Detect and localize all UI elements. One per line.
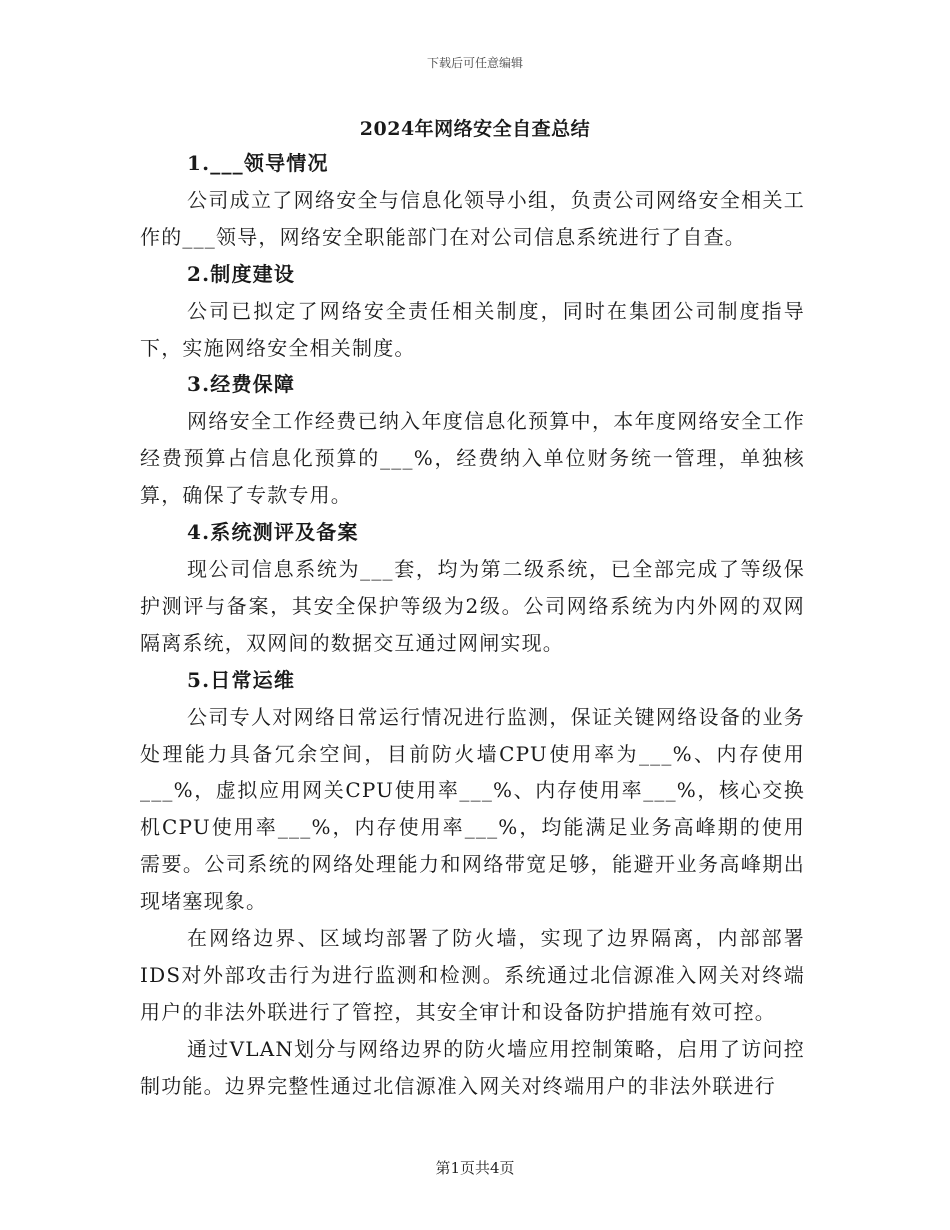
section-heading: 4.系统测评及备案 bbox=[187, 520, 359, 545]
paragraph: 在网络边界、区域均部署了防火墙，实现了边界隔离，内部部署IDS对外部攻击行为进行监测和检测。系统通过北信源准入网关对终端用户的非法外联进行了管控，其安全审计和设备防护措施有效可控。 bbox=[140, 926, 805, 1024]
section-leadership bbox=[140, 145, 805, 256]
section-evaluation-filing bbox=[140, 514, 805, 662]
paragraph: 公司专人对网络日常运行情况进行监测，保证关键网络设备的业务处理能力具备冗余空间，目前防火墙CPU使用率为___%、内存使用___%，虚拟应用网关CPU使用率___%、内存使用率___%，核心交换机CPU使用率___%，内存使用率___%，均能满足业务高峰期的使用需要。公司系统的网络处理能力和网络带宽足够，能避开业务高峰期出现堵塞现象。 bbox=[140, 704, 805, 914]
paragraph: 通过VLAN划分与网络边界的防火墙应用控制策略，启用了访问控制功能。边界完整性通过北信源准入网关对终端用户的非法外联进行 bbox=[140, 1036, 805, 1098]
header-note: 下载后可任意编辑 bbox=[426, 56, 523, 70]
section-daily-operations bbox=[140, 662, 805, 1105]
section-heading: 3.经费保障 bbox=[187, 372, 296, 397]
section-heading: 5.日常运维 bbox=[187, 667, 296, 692]
section-system-building bbox=[140, 256, 805, 367]
paragraph: 网络安全工作经费已纳入年度信息化预算中，本年度网络安全工作经费预算占信息化预算的___%，经费纳入单位财务统一管理，单独核算，确保了专款专用。 bbox=[140, 409, 805, 508]
document-body bbox=[140, 145, 805, 1105]
section-funding bbox=[140, 366, 805, 514]
paragraph: 公司已拟定了网络安全责任相关制度，同时在集团公司制度指导下，实施网络安全相关制度。 bbox=[140, 298, 805, 360]
page-number: 第1页共4页 bbox=[435, 1159, 515, 1177]
paragraph: 公司成立了网络安全与信息化领导小组，负责公司网络安全相关工作的___领导，网络安全职能部门在对公司信息系统进行了自查。 bbox=[140, 187, 805, 249]
paragraph: 现公司信息系统为___套，均为第二级系统，已全部完成了等级保护测评与备案，其安全保护等级为2级。公司网络系统为内外网的双网隔离系统，双网间的数据交互通过网闸实现。 bbox=[140, 556, 805, 655]
section-heading: 2.制度建设 bbox=[187, 261, 296, 286]
document-title: 2024年网络安全自查总结 bbox=[359, 118, 591, 140]
section-heading: 1.___领导情况 bbox=[187, 151, 329, 175]
